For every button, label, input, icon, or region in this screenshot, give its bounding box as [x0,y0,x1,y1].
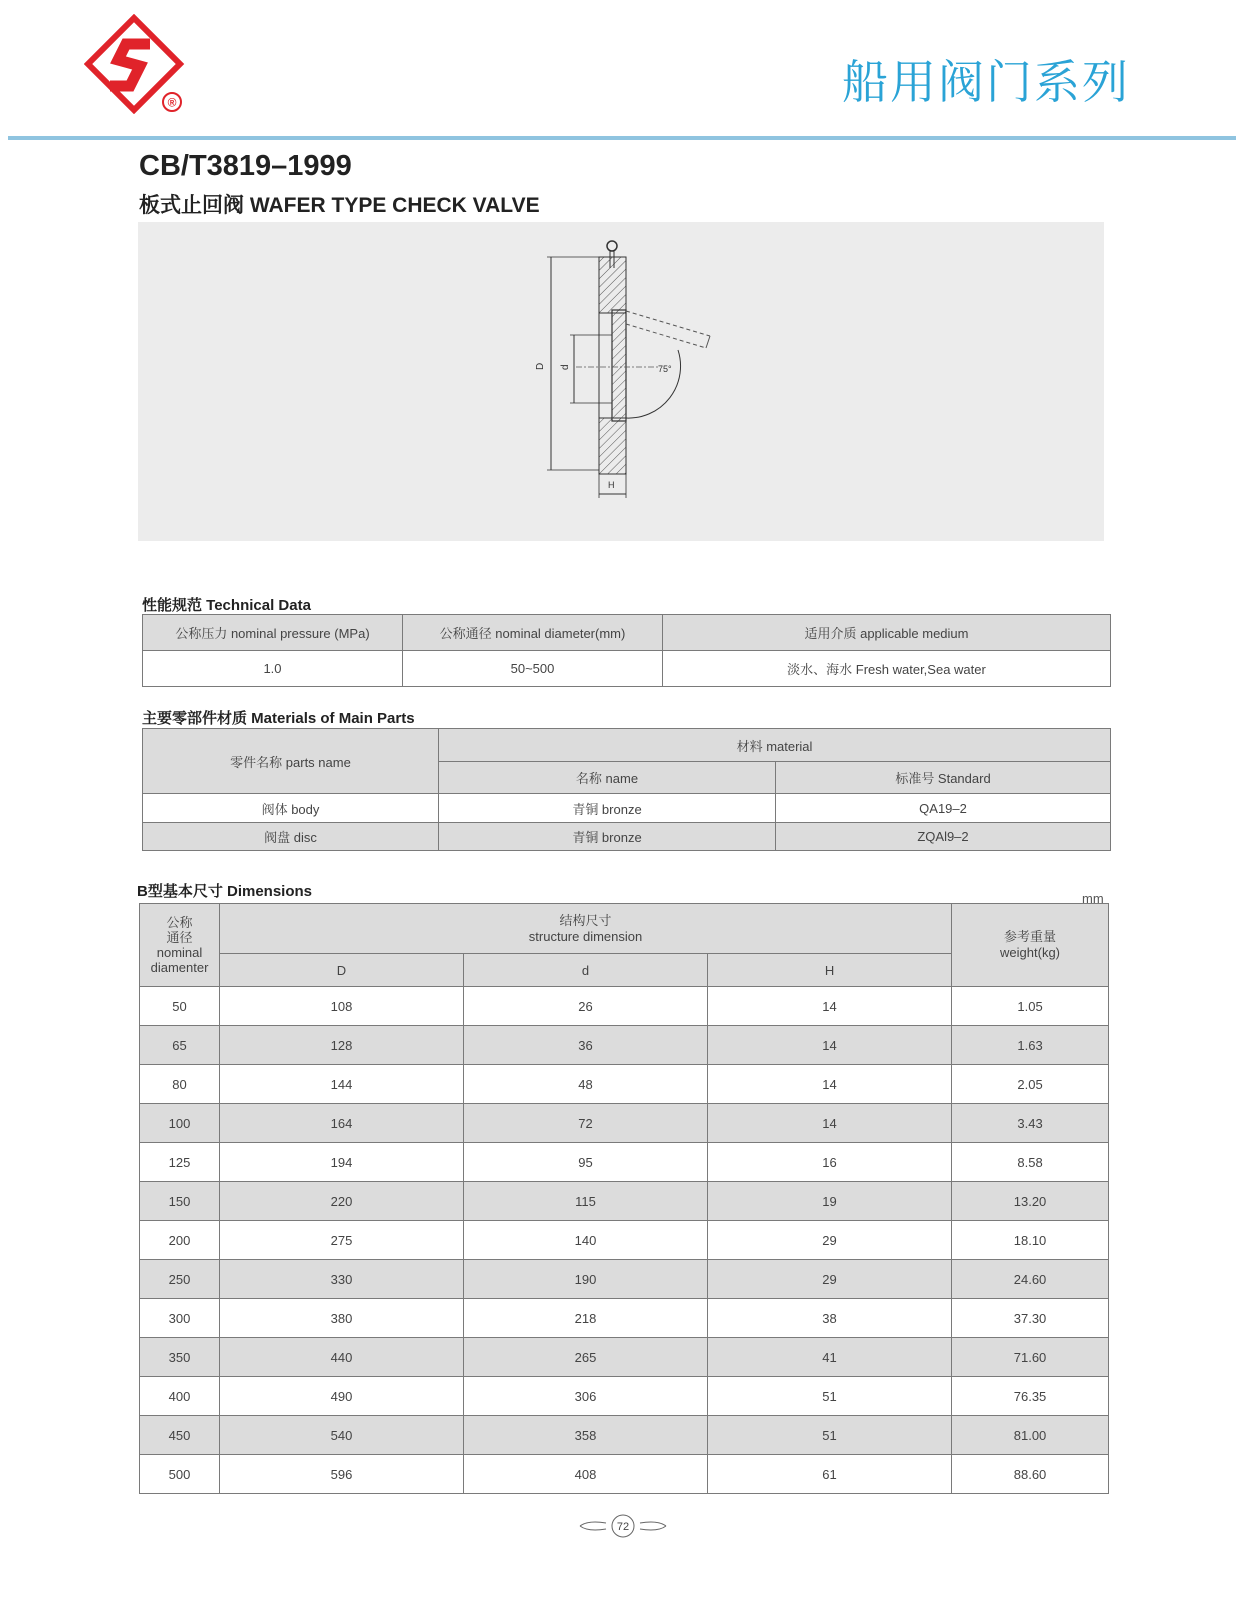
dimensions-table [139,903,1109,1494]
table-row: 450 540 358 51 81.00 [140,1416,1109,1455]
registered-mark: ® [167,95,177,110]
th-nominal: 公称 通径 nominal diamenter [140,904,220,987]
table-row: 300 380 218 38 37.30 [140,1299,1109,1338]
company-logo [84,14,188,114]
th-D: D [220,954,464,987]
table-row: 350 440 265 41 71.60 [140,1338,1109,1377]
materials-table [142,728,1111,851]
th-standard: 标准号 Standard [776,762,1111,794]
series-title: 船用阀门系列 [842,55,1130,109]
materials-row: 阀体 body 青铜 bronze QA19–2 [143,794,1111,823]
technical-data-title: 性能规范 Technical Data [142,597,311,614]
dimensions-title: B型基本尺寸 Dimensions [137,883,313,900]
table-row: 50 108 26 14 1.05 [140,987,1109,1026]
td-pressure: 1.0 [143,651,403,687]
standard-code: CB/T3819–1999 [139,150,352,182]
table-row: 65 128 36 14 1.63 [140,1026,1109,1065]
table-row: 200 275 140 29 18.10 [140,1221,1109,1260]
th-parts-name: 零件名称 parts name [143,729,439,794]
td-diameter: 50~500 [403,651,663,687]
th-diameter: 公称通径 nominal diameter(mm) [403,615,663,651]
th-material-name: 名称 name [439,762,776,794]
th-structure: 结构尺寸 structure dimension [220,904,952,954]
table-row: 500 596 408 61 88.60 [140,1455,1109,1494]
table-row: 125 194 95 16 8.58 [140,1143,1109,1182]
label-D: D [535,362,546,370]
table-row: 400 490 306 51 76.35 [140,1377,1109,1416]
table-row: 150 220 115 19 13.20 [140,1182,1109,1221]
unit-label: mm [1082,891,1104,906]
th-weight: 参考重量 weight(kg) [952,904,1109,987]
th-material: 材料 material [439,729,1111,762]
table-row: 250 330 190 29 24.60 [140,1260,1109,1299]
th-d: d [464,954,708,987]
materials-row: 阀盘 disc 青铜 bronze ZQAl9–2 [143,823,1111,851]
th-pressure: 公称压力 nominal pressure (MPa) [143,615,403,651]
th-medium: 适用介质 applicable medium [663,615,1111,651]
page-number: 72 [616,1521,630,1533]
technical-data-table [142,614,1111,687]
valve-section-drawing [138,222,1104,541]
table-row: 100 164 72 14 3.43 [140,1104,1109,1143]
header-rule [8,136,1236,140]
angle-label: 75° [658,364,672,374]
th-H: H [708,954,952,987]
valve-drawing-panel [138,222,1104,541]
page-number-badge [578,1512,668,1540]
product-title: 板式止回阀 WAFER TYPE CHECK VALVE [139,194,540,217]
materials-title: 主要零部件材质 Materials of Main Parts [142,710,415,727]
label-H: H [608,480,615,490]
table-row: 80 144 48 14 2.05 [140,1065,1109,1104]
td-medium: 淡水、海水 Fresh water,Sea water [663,651,1111,687]
label-d: d [560,364,571,370]
